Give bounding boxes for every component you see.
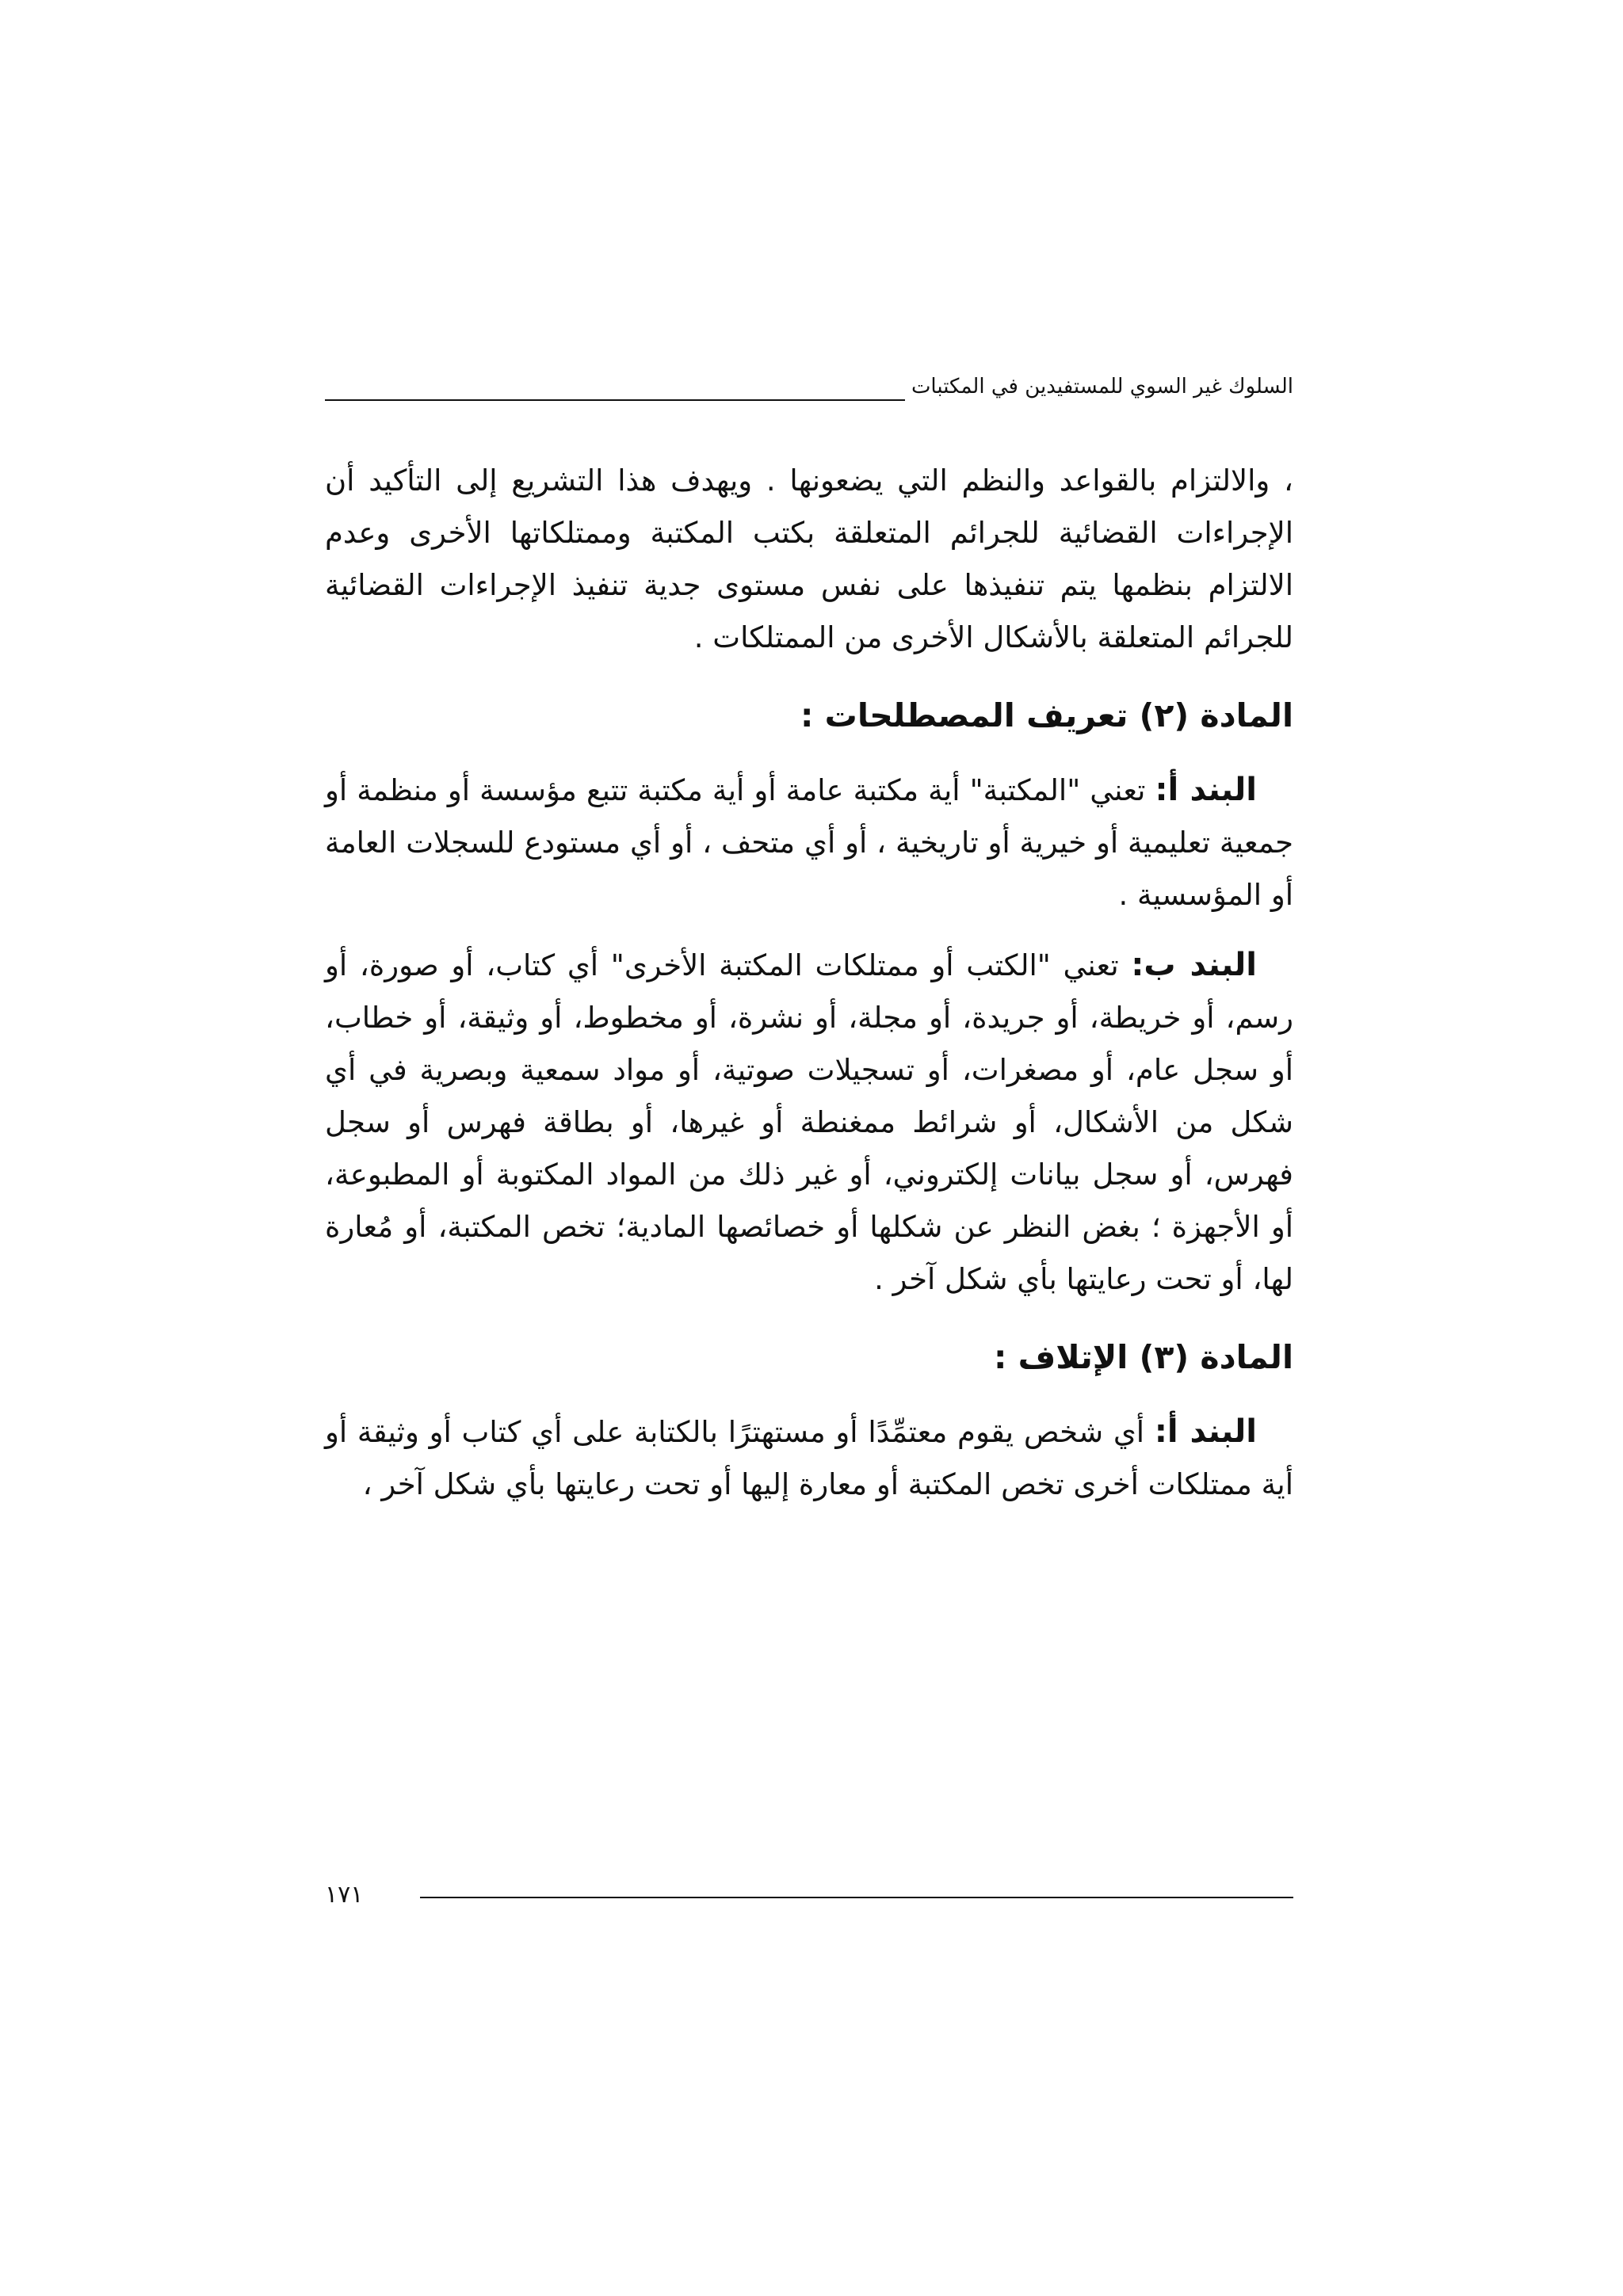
page-footer	[325, 1879, 1293, 1914]
clause-label: البند أ:	[1155, 772, 1257, 808]
clause-label: البند أ:	[1154, 1413, 1258, 1450]
article-2-clause-b	[325, 939, 1293, 1306]
running-header	[325, 371, 1293, 406]
clause-text: تعني "المكتبة" أية مكتبة عامة أو أية مكتبة تتبع مؤسسة أو منظمة أو جمعية تعليمية أو خيرية أو تاريخية ، أو أي متحف ، أو أي مستودع للسجلات العامة أو المؤسسية .	[325, 773, 1293, 912]
intro-paragraph: ، والالتزام بالقواعد والنظم التي يضعونها . ويهدف هذا التشريع إلى التأكيد أن الإجراءات القضائية للجرائم المتعلقة بكتب المكتبة وممتلكاتها الأخرى وعدم الالتزام بنظمها يتم تنفيذها على نفس مستوى جدية تنفيذ الإجراءات القضائية للجرائم المتعلقة بالأشكال الأخرى من الممتلكات .	[325, 463, 1293, 654]
page-body	[325, 455, 1293, 1528]
footer-rule	[420, 1897, 1293, 1898]
article-2-clause-a	[325, 764, 1293, 921]
clause-text: أي شخص يقوم معتمِّدًا أو مستهترًا بالكتابة على أي كتاب أو وثيقة أو أية ممتلكات أخرى تخص المكتبة أو معارة إليها أو تحت رعايتها بأي شكل آخر ،	[325, 1415, 1293, 1501]
clause-label: البند ب:	[1131, 947, 1257, 983]
clause-text: تعني "الكتب أو ممتلكات المكتبة الأخرى" أي كتاب، أو صورة، أو رسم، أو خريطة، أو جريدة، أو مجلة، أو نشرة، أو مخطوط، أو وثيقة، أو خطاب، أو سجل عام، أو مصغرات، أو تسجيلات صوتية، أو مواد سمعية وبصرية في أي شكل من الأشكال، أو شرائط ممغنطة أو غيرها، أو بطاقة فهرس أو سجل فهرس، أو سجل بيانات إلكتروني، أو غير ذلك من المواد المكتوبة أو المطبوعة، أو الأجهزة ؛ بغض النظر عن شكلها أو خصائصها المادية؛ تخص المكتبة، أو مُعارة لها، أو تحت رعايتها بأي شكل آخر .	[325, 948, 1293, 1296]
running-header-title: السلوك غير السوي للمستفيدين في المكتبات	[905, 371, 1293, 402]
article-3-clause-a	[325, 1405, 1293, 1511]
article-2-heading: المادة (٢) تعريف المصطلحات :	[800, 696, 1293, 734]
article-3-heading: المادة (٣) الإتلاف :	[993, 1338, 1293, 1376]
page-number: ١٧١	[325, 1879, 371, 1911]
